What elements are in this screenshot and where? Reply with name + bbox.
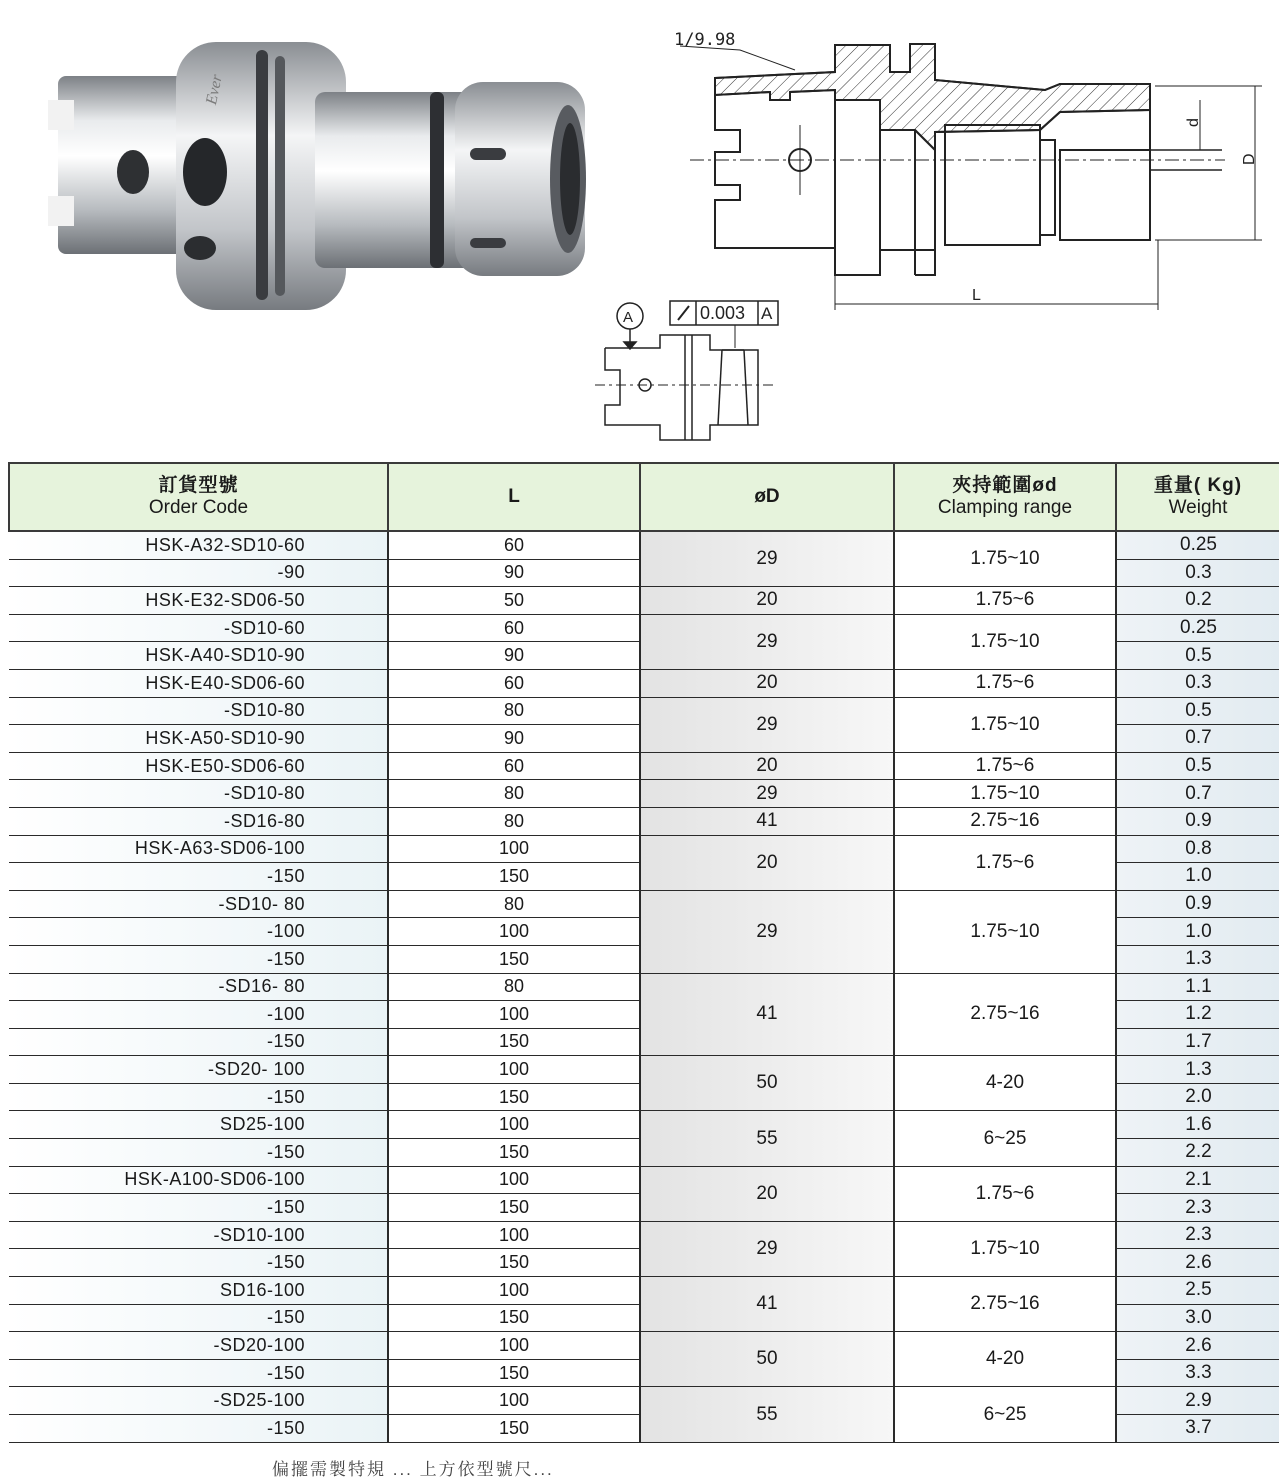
diameter-cell: 20 xyxy=(640,669,894,697)
length-cell: 100 xyxy=(388,918,640,946)
weight-cell: 1.7 xyxy=(1116,1028,1279,1056)
order-code-cell: -SD10-100 xyxy=(9,1221,388,1249)
length-cell: 90 xyxy=(388,642,640,670)
clamping-range-cell: 2.75~16 xyxy=(894,1277,1116,1332)
table-row xyxy=(9,890,1279,918)
weight-cell: 0.3 xyxy=(1116,669,1279,697)
length-cell: 100 xyxy=(388,835,640,863)
clamping-range-cell: 1.75~6 xyxy=(894,752,1116,780)
length-cell: 80 xyxy=(388,780,640,808)
diameter-cell: 20 xyxy=(640,835,894,890)
order-code-cell: -150 xyxy=(9,1028,388,1056)
weight-cell: 2.9 xyxy=(1116,1387,1279,1415)
header-length: L xyxy=(388,463,640,531)
order-code-cell: HSK-E40-SD06-60 xyxy=(9,669,388,697)
diameter-cell: 29 xyxy=(640,614,894,669)
order-code-cell: HSK-A40-SD10-90 xyxy=(9,642,388,670)
header-weight-en: Weight xyxy=(1168,497,1228,518)
section-drawing xyxy=(680,44,1262,310)
order-code-cell: -150 xyxy=(9,1194,388,1222)
length-cell: 150 xyxy=(388,1249,640,1277)
order-code-cell: -150 xyxy=(9,1359,388,1387)
weight-cell: 1.3 xyxy=(1116,945,1279,973)
weight-cell: 0.3 xyxy=(1116,559,1279,587)
weight-cell: 2.5 xyxy=(1116,1277,1279,1305)
clamping-range-cell: 1.75~6 xyxy=(894,669,1116,697)
diameter-cell: 50 xyxy=(640,1332,894,1387)
dim-L-label: L xyxy=(972,287,981,304)
dim-D-label: D xyxy=(1241,153,1258,165)
diameter-cell: 50 xyxy=(640,1056,894,1111)
header-clamping-zh: 夾持範圍ød xyxy=(952,475,1058,496)
weight-cell: 0.7 xyxy=(1116,780,1279,808)
brand-engraving: Ever xyxy=(202,73,226,107)
length-cell: 150 xyxy=(388,1304,640,1332)
order-code-cell: -SD10- 80 xyxy=(9,890,388,918)
table-row xyxy=(9,1111,1279,1139)
table-header-row xyxy=(9,463,1279,531)
runout-tolerance: 0.003 xyxy=(700,303,746,323)
table-row xyxy=(9,973,1279,1001)
dim-d-label: d xyxy=(1185,118,1202,127)
clamping-range-cell: 6~25 xyxy=(894,1111,1116,1166)
table-row xyxy=(9,1277,1279,1305)
order-code-cell: -SD16- 80 xyxy=(9,973,388,1001)
diameter-cell: 41 xyxy=(640,973,894,1056)
length-cell: 80 xyxy=(388,973,640,1001)
clamping-range-cell: 1.75~10 xyxy=(894,531,1116,587)
clamping-range-cell: 2.75~16 xyxy=(894,807,1116,835)
taper-label: 1/9.98 xyxy=(674,30,736,50)
length-cell: 100 xyxy=(388,1387,640,1415)
weight-cell: 2.6 xyxy=(1116,1332,1279,1360)
length-cell: 100 xyxy=(388,1277,640,1305)
order-code-cell: -150 xyxy=(9,1304,388,1332)
order-code-cell: -SD20-100 xyxy=(9,1332,388,1360)
diameter-cell: 41 xyxy=(640,807,894,835)
order-code-cell: -SD10-80 xyxy=(9,697,388,725)
weight-cell: 0.25 xyxy=(1116,614,1279,642)
clamping-range-cell: 1.75~10 xyxy=(894,1221,1116,1276)
length-cell: 100 xyxy=(388,1111,640,1139)
order-code-cell: -90 xyxy=(9,559,388,587)
weight-cell: 2.2 xyxy=(1116,1139,1279,1167)
weight-cell: 0.9 xyxy=(1116,807,1279,835)
weight-cell: 0.25 xyxy=(1116,531,1279,559)
datum-label: A xyxy=(623,309,634,326)
weight-cell: 1.3 xyxy=(1116,1056,1279,1084)
table-row xyxy=(9,780,1279,808)
length-cell: 60 xyxy=(388,614,640,642)
table-row xyxy=(9,1056,1279,1084)
order-code-cell: HSK-E32-SD06-50 xyxy=(9,587,388,615)
weight-cell: 2.3 xyxy=(1116,1221,1279,1249)
order-code-cell: -150 xyxy=(9,1083,388,1111)
weight-cell: 1.0 xyxy=(1116,863,1279,891)
length-cell: 100 xyxy=(388,1332,640,1360)
diameter-cell: 29 xyxy=(640,531,894,587)
weight-cell: 2.1 xyxy=(1116,1166,1279,1194)
header-order-code-en: Order Code xyxy=(148,497,249,518)
order-code-cell: SD16-100 xyxy=(9,1277,388,1305)
clamping-range-cell: 1.75~6 xyxy=(894,587,1116,615)
weight-cell: 0.5 xyxy=(1116,752,1279,780)
diameter-cell: 29 xyxy=(640,890,894,973)
diameter-cell: 29 xyxy=(640,780,894,808)
clamping-range-cell: 1.75~10 xyxy=(894,697,1116,752)
weight-cell: 0.5 xyxy=(1116,642,1279,670)
weight-cell: 0.9 xyxy=(1116,890,1279,918)
length-cell: 100 xyxy=(388,1001,640,1029)
weight-cell: 1.6 xyxy=(1116,1111,1279,1139)
order-code-cell: -100 xyxy=(9,918,388,946)
header-clamping-en: Clamping range xyxy=(937,497,1073,518)
header-order-code xyxy=(9,463,388,531)
length-cell: 100 xyxy=(388,1221,640,1249)
table-row xyxy=(9,1221,1279,1249)
diameter-cell: 29 xyxy=(640,1221,894,1276)
diameter-cell: 41 xyxy=(640,1277,894,1332)
length-cell: 90 xyxy=(388,725,640,753)
product-illustration xyxy=(0,0,1279,460)
order-code-cell: HSK-A32-SD10-60 xyxy=(9,531,388,559)
table-row xyxy=(9,1332,1279,1360)
order-code-cell: -150 xyxy=(9,1249,388,1277)
length-cell: 80 xyxy=(388,890,640,918)
length-cell: 150 xyxy=(388,1028,640,1056)
diameter-cell: 20 xyxy=(640,1166,894,1221)
length-cell: 50 xyxy=(388,587,640,615)
diameter-cell: 29 xyxy=(640,697,894,752)
table-row xyxy=(9,807,1279,835)
length-cell: 150 xyxy=(388,1415,640,1443)
weight-cell: 0.7 xyxy=(1116,725,1279,753)
order-code-cell: -150 xyxy=(9,863,388,891)
length-cell: 90 xyxy=(388,559,640,587)
weight-cell: 1.2 xyxy=(1116,1001,1279,1029)
length-cell: 100 xyxy=(388,1056,640,1084)
length-cell: 60 xyxy=(388,752,640,780)
length-cell: 60 xyxy=(388,531,640,559)
clamping-range-cell: 4-20 xyxy=(894,1332,1116,1387)
weight-cell: 0.8 xyxy=(1116,835,1279,863)
order-code-cell: -150 xyxy=(9,1415,388,1443)
diameter-cell: 55 xyxy=(640,1111,894,1166)
weight-cell: 3.3 xyxy=(1116,1359,1279,1387)
order-code-cell: HSK-A50-SD10-90 xyxy=(9,725,388,753)
table-row xyxy=(9,752,1279,780)
table-row xyxy=(9,587,1279,615)
weight-cell: 2.6 xyxy=(1116,1249,1279,1277)
weight-cell: 1.1 xyxy=(1116,973,1279,1001)
length-cell: 150 xyxy=(388,1194,640,1222)
specification-table xyxy=(8,462,1279,1443)
length-cell: 80 xyxy=(388,807,640,835)
clamping-range-cell: 1.75~10 xyxy=(894,890,1116,973)
header-order-code-zh: 訂貨型號 xyxy=(158,475,239,496)
table-row xyxy=(9,614,1279,642)
length-cell: 150 xyxy=(388,1083,640,1111)
order-code-cell: -150 xyxy=(9,945,388,973)
order-code-cell: -SD20- 100 xyxy=(9,1056,388,1084)
order-code-cell: -SD16-80 xyxy=(9,807,388,835)
table-row xyxy=(9,669,1279,697)
order-code-cell: -100 xyxy=(9,1001,388,1029)
header-weight-zh: 重量( Kg) xyxy=(1153,475,1243,496)
order-code-cell: -SD10-60 xyxy=(9,614,388,642)
clamping-range-cell: 4-20 xyxy=(894,1056,1116,1111)
weight-cell: 3.0 xyxy=(1116,1304,1279,1332)
table-row xyxy=(9,697,1279,725)
header-clamping-range xyxy=(894,463,1116,531)
table-row xyxy=(9,1387,1279,1415)
clamping-range-cell: 1.75~6 xyxy=(894,1166,1116,1221)
table-row xyxy=(9,835,1279,863)
clamping-range-cell: 1.75~10 xyxy=(894,614,1116,669)
runout-datum: A xyxy=(761,304,773,323)
length-cell: 150 xyxy=(388,1139,640,1167)
tool-holder-photo xyxy=(48,42,586,310)
order-code-cell: HSK-A100-SD06-100 xyxy=(9,1166,388,1194)
weight-cell: 0.5 xyxy=(1116,697,1279,725)
header-weight xyxy=(1116,463,1279,531)
clamping-range-cell: 1.75~6 xyxy=(894,835,1116,890)
order-code-cell: HSK-E50-SD06-60 xyxy=(9,752,388,780)
clamping-range-cell: 6~25 xyxy=(894,1387,1116,1442)
table-row xyxy=(9,531,1279,559)
weight-cell: 2.0 xyxy=(1116,1083,1279,1111)
length-cell: 80 xyxy=(388,697,640,725)
diameter-cell: 20 xyxy=(640,587,894,615)
weight-cell: 3.7 xyxy=(1116,1415,1279,1443)
weight-cell: 2.3 xyxy=(1116,1194,1279,1222)
length-cell: 150 xyxy=(388,1359,640,1387)
length-cell: 150 xyxy=(388,863,640,891)
order-code-cell: -150 xyxy=(9,1139,388,1167)
length-cell: 60 xyxy=(388,669,640,697)
order-code-cell: SD25-100 xyxy=(9,1111,388,1139)
clamping-range-cell: 2.75~16 xyxy=(894,973,1116,1056)
weight-cell: 1.0 xyxy=(1116,918,1279,946)
order-code-cell: -SD25-100 xyxy=(9,1387,388,1415)
table-row xyxy=(9,1166,1279,1194)
diameter-cell: 20 xyxy=(640,752,894,780)
clamping-range-cell: 1.75~10 xyxy=(894,780,1116,808)
length-cell: 100 xyxy=(388,1166,640,1194)
header-diameter: øD xyxy=(640,463,894,531)
weight-cell: 0.2 xyxy=(1116,587,1279,615)
order-code-cell: HSK-A63-SD06-100 xyxy=(9,835,388,863)
order-code-cell: -SD10-80 xyxy=(9,780,388,808)
length-cell: 150 xyxy=(388,945,640,973)
footer-note: 偏擺需製特規 ... 上方依型號尺... xyxy=(272,1460,554,1479)
diameter-cell: 55 xyxy=(640,1387,894,1442)
